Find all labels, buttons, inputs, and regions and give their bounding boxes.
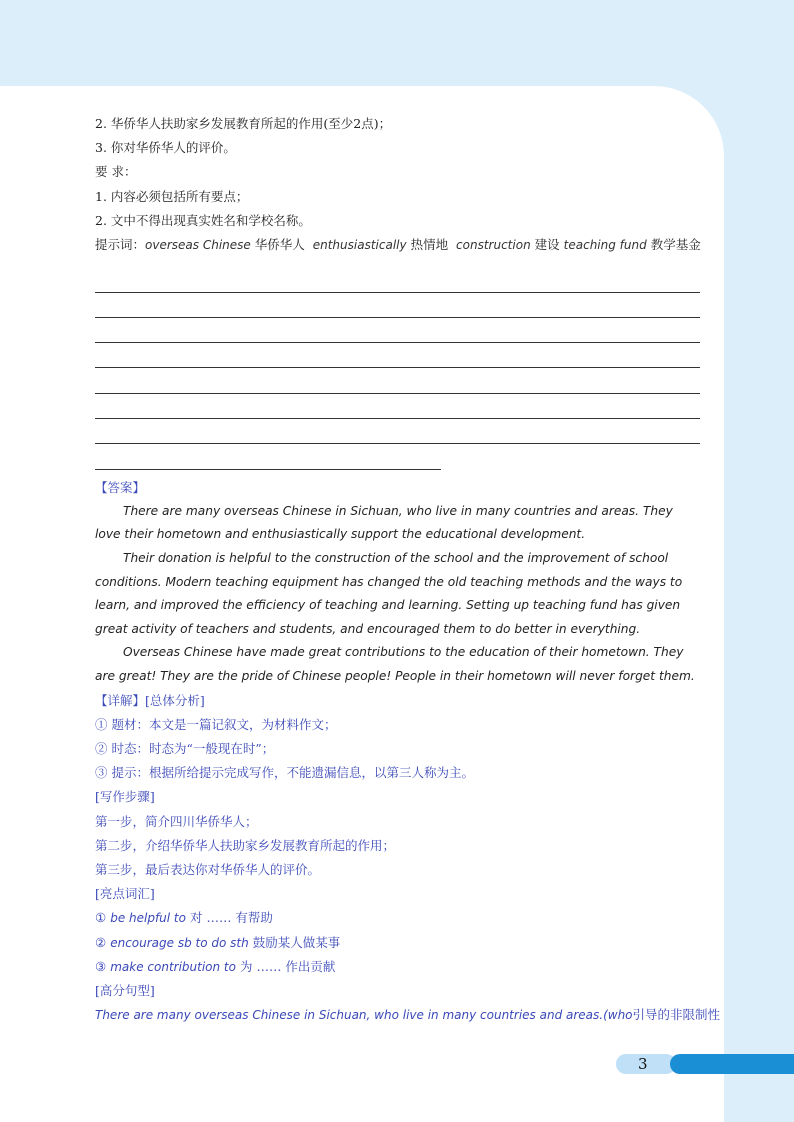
vocab-cn: 对 …… 有帮助 [189,910,273,926]
item-3: 3. 你对华侨华人的评价。 [95,140,236,156]
vocab-cn: 为 …… 作出贡献 [239,958,336,974]
writing-line [95,419,700,444]
hint-word-en: enthusiastically [312,238,407,253]
vocab-number: ③ [95,958,107,974]
hint-word-cn: 建设 [534,237,560,253]
steps-title: [写作步骤] [95,789,155,805]
writing-line [95,267,700,292]
writing-line [95,293,700,318]
vocab-en: make contribution to [110,959,236,974]
analysis-point-2: ② 时态：时态为“一般现在时”； [95,740,275,756]
writing-line [95,343,700,368]
side-band [724,86,794,1122]
vocab-en: be helpful to [110,911,186,926]
step-1: 第一步，简介四川华侨华人； [95,813,258,829]
sentence-line [95,1003,721,1027]
sentence-cn: 引导的非限制性 [632,1007,721,1023]
writing-line [95,368,700,393]
vocab-number: ② [95,934,107,950]
answer-paragraph-3: Overseas Chinese have made great contributions to the education of their hometown. They are great! They are the pride of Chinese people! People in their hometown will never forget them. [95,645,695,683]
page-bar [670,1054,794,1074]
analysis-point-3: ③ 提示：根据所给提示完成写作，不能遗漏信息，以第三人称为主。 [95,765,474,781]
hint-word-en: teaching fund [563,238,647,253]
vocab-item-1 [95,906,700,930]
vocab-cn: 鼓励某人做某事 [252,934,341,950]
answer-paragraph-1: There are many overseas Chinese in Sichuan, who live in many countries and areas. They love their hometown and enthusiastically support the educational development. [95,503,673,542]
analysis-tag: 【详解】 [95,692,146,708]
analysis-point-1: ① 题材：本文是一篇记叙文，为材料作文； [95,716,337,732]
step-3: 第三步，最后表达你对华侨华人的评价。 [95,861,321,877]
requirement-1: 1. 内容必须包括所有要点； [95,188,249,204]
vocab-en: encourage sb to do sth [110,935,249,950]
writing-area [95,267,700,469]
hint-label: 提示词： [95,237,146,253]
answer-paragraph-2: Their donation is helpful to the construction of the school and the improvement of school conditions. Modern teaching equipment has changed the old teaching methods and the ways to learn, and improved the efficiency of teaching and learning. Setting up teaching fund has given great activity of teachers and students, and encouraged them to do better in everything. [95,550,683,636]
page-content [95,112,721,1027]
vocab-number: ① [95,910,107,926]
hint-word-en: overseas Chinese [145,238,251,253]
hint-word-cn: 热情地 [410,237,449,253]
page-number-tab [616,1054,794,1074]
hint-words [95,233,700,257]
overall-analysis-title: [总体分析] [145,692,205,708]
hint-word-cn: 教学基金 [650,237,701,253]
hint-word-en: construction [456,238,531,253]
answer-tag: 【答案】 [95,479,146,495]
vocab-item-2 [95,931,700,955]
sentence-title: [高分句型] [95,982,155,998]
step-2: 第二步，介绍华侨华人扶助家乡发展教育所起的作用； [95,837,396,853]
writing-line [95,394,700,419]
sentence-en: There are many overseas Chinese in Sichuan, who live in many countries and areas.(who [95,1008,633,1023]
writing-line-last [95,444,441,469]
requirements-title: 要 求： [95,164,137,180]
vocab-title: [亮点词汇] [95,886,155,902]
page-number: 3 [638,1055,648,1073]
item-2: 2. 华侨华人扶助家乡发展教育所起的作用(至少2点)； [95,116,392,131]
analysis-header [95,689,700,713]
header-band [0,0,794,86]
hint-word-cn: 华侨华人 [254,237,305,253]
vocab-item-3 [95,955,700,979]
writing-line [95,318,700,343]
requirement-2: 2. 文中不得出现真实姓名和学校名称。 [95,212,311,228]
